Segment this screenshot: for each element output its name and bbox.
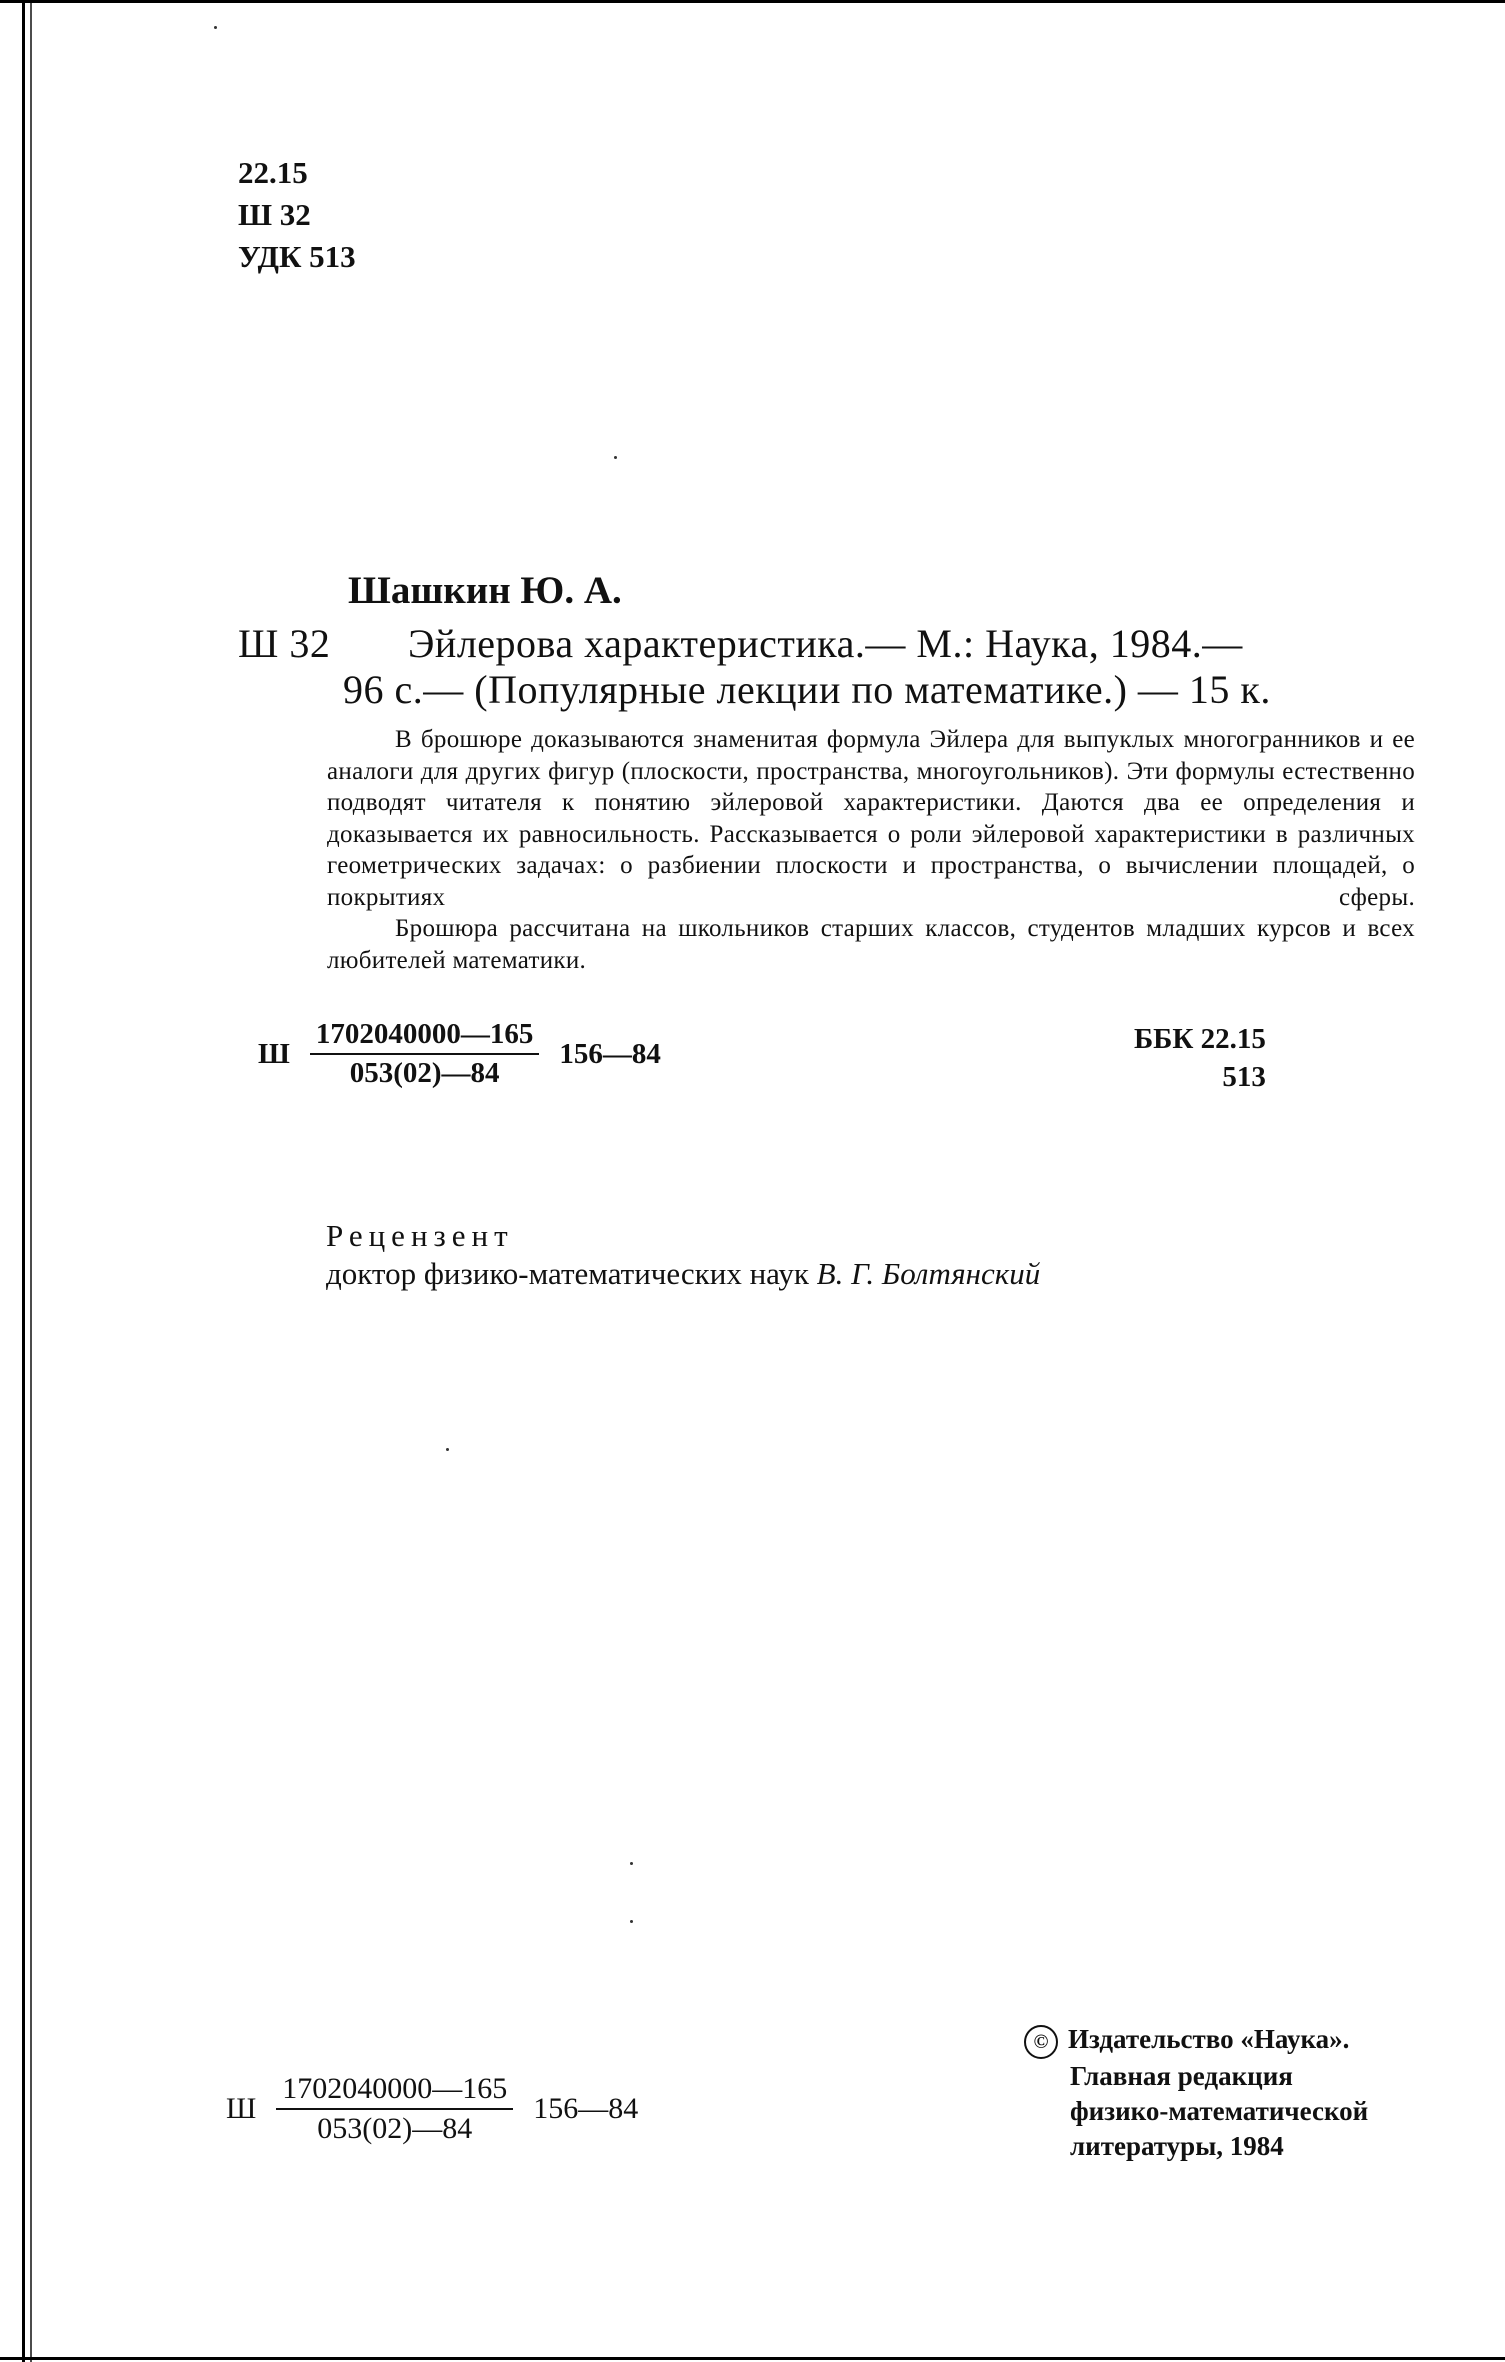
classification-codes	[238, 152, 356, 278]
print-speck	[630, 1862, 633, 1865]
classification-code: УДК 513	[238, 239, 356, 274]
publisher-name: Издательство «Наука».	[1068, 2024, 1350, 2054]
fraction-numerator: 1702040000—165	[276, 2072, 513, 2110]
classification-code: 22.15	[238, 155, 308, 190]
top-edge-line	[0, 0, 1505, 3]
print-speck	[214, 26, 217, 29]
binding-edge-line	[22, 0, 25, 2362]
bbk-line: ББК 22.15	[1134, 1023, 1266, 1055]
reviewer-title: доктор физико-математических наук	[326, 1256, 809, 1291]
book-title-line-1: Эйлерова характеристика.— М.: Наука, 1984.—	[408, 621, 1243, 666]
reviewer-label: Рецензент	[326, 1218, 514, 1253]
abstract	[327, 724, 1415, 976]
copyright-line: Главная редакция	[1070, 2060, 1293, 2091]
fraction-denominator: 053(02)—84	[349, 1057, 500, 1089]
copyright-line: литературы, 1984	[1070, 2130, 1284, 2161]
fraction-numerator: 1702040000—165	[310, 1018, 540, 1055]
bbk-code	[1134, 1020, 1266, 1096]
author-name: Шашкин Ю. А.	[348, 569, 622, 612]
reviewer-name: В. Г. Болтянский	[816, 1256, 1041, 1291]
print-speck	[446, 1448, 449, 1451]
binding-edge-line-inner	[30, 0, 32, 2362]
reviewer-line	[326, 1256, 1040, 1292]
fraction-denominator: 053(02)—84	[317, 2112, 473, 2145]
fraction-letter: Ш	[226, 2092, 257, 2125]
bottom-edge-line	[0, 2357, 1505, 2360]
bbk-line: 513	[1222, 1061, 1266, 1093]
index-fraction	[258, 1018, 661, 1090]
fraction	[276, 2072, 513, 2146]
copyright-line: физико-математической	[1070, 2095, 1369, 2126]
book-title-line-2: 96 с.— (Популярные лекции по математике.) — 15 к.	[343, 667, 1271, 712]
print-speck	[630, 1920, 633, 1923]
abstract-paragraph: В брошюре доказываются знаменитая формула Эйлера для выпуклых многогранников и ее аналоги для других фигур (плоскости, пространства, многоугольников). Эти формулы естественно подводят читателя к понятию эйлеровой характеристики. Даются два ее определения и доказывается их равносильность. Рассказывается о роли эйлеровой характеристики в различных геометрических задачах: о разбиении плоскости и пространства, о вычислении площадей, о покрытиях сферы.	[327, 726, 1415, 911]
fraction-suffix: 156—84	[559, 1037, 661, 1070]
catalog-cipher: Ш 32	[238, 621, 331, 666]
index-fraction-bottom	[226, 2072, 638, 2146]
copyright-line	[1024, 2022, 1368, 2059]
fraction-suffix: 156—84	[533, 2092, 639, 2125]
fraction-letter: Ш	[258, 1037, 290, 1070]
print-speck	[614, 456, 617, 459]
copyright-block	[1024, 2022, 1368, 2164]
classification-code: Ш 32	[238, 197, 311, 232]
fraction	[310, 1018, 540, 1090]
copyright-icon: ©	[1024, 2025, 1058, 2059]
abstract-paragraph: Брошюра рассчитана на школьников старших классов, студентов младших курсов и всех любителей математики.	[327, 915, 1415, 974]
